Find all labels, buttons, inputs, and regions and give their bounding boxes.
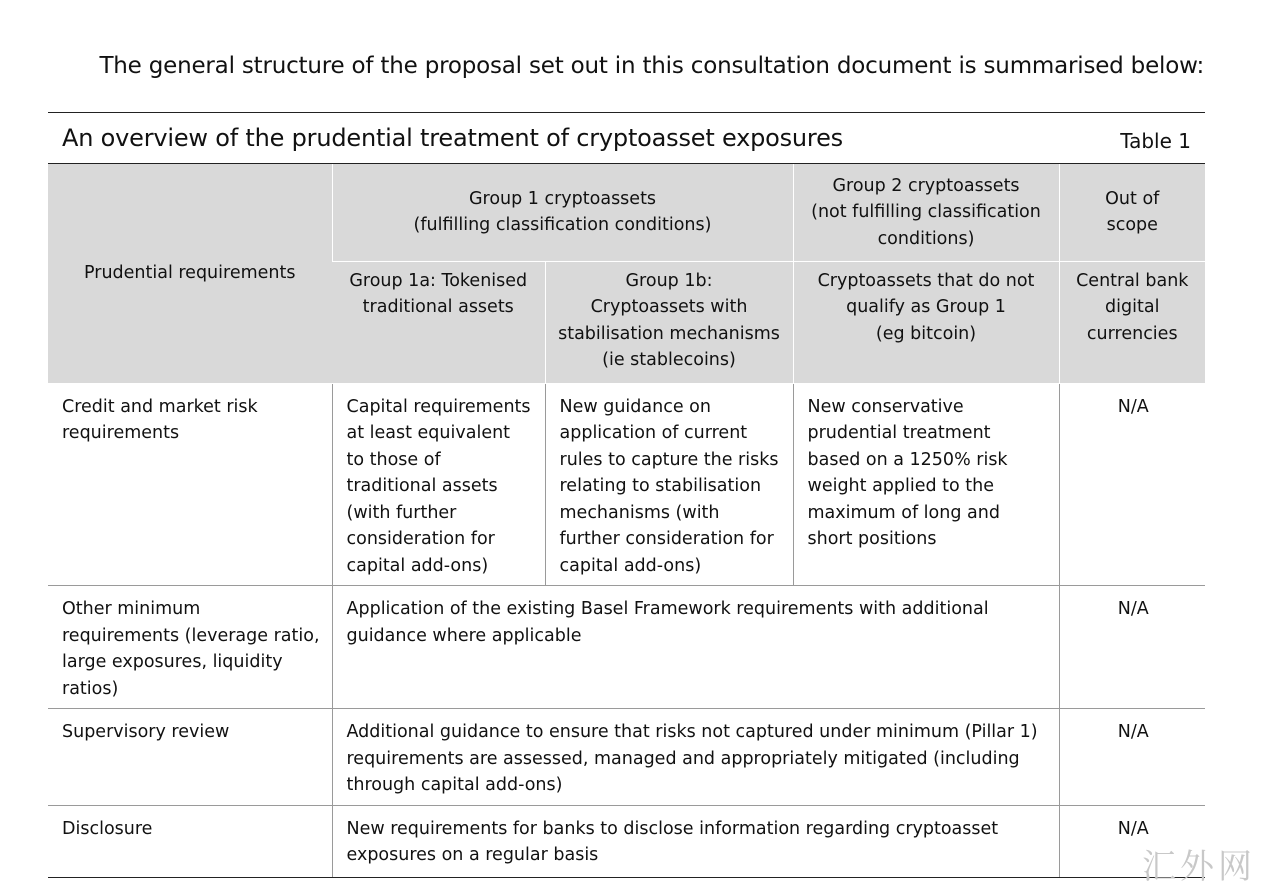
table-title-bar bbox=[48, 112, 1205, 164]
cell-disclosure-out-of-scope: N/A bbox=[1059, 805, 1205, 877]
header-out-of-scope-line2: scope bbox=[1106, 215, 1158, 236]
cell-credit-out-of-scope: N/A bbox=[1059, 383, 1205, 586]
cell-disclosure-text: New requirements for banks to disclose information regarding cryptoasset exposures on a regular basis bbox=[332, 805, 1059, 877]
header-out-of-scope-sub: Central bank digital currencies bbox=[1059, 261, 1205, 383]
header-group2-sub-line1: Cryptoassets that do not qualify as Group 1 bbox=[817, 270, 1035, 317]
intro-text: The general structure of the proposal set out in this consultation document is summarised below: bbox=[99, 53, 1204, 79]
cell-credit-group2: New conservative prudential treatment based on a 1250% risk weight applied to the maximum of long and short positions bbox=[793, 383, 1059, 586]
cell-other-minimum-text: Application of the existing Basel Framework requirements with additional guidance where applicable bbox=[332, 586, 1059, 709]
table-number: Table 1 bbox=[1120, 129, 1191, 153]
table-title: An overview of the prudential treatment of cryptoasset exposures bbox=[62, 124, 843, 152]
overview-table bbox=[48, 164, 1205, 878]
header-row-1 bbox=[48, 164, 1205, 261]
header-group1b bbox=[545, 261, 793, 383]
table-row-other-minimum bbox=[48, 586, 1205, 709]
header-group1a: Group 1a: Tokenised traditional assets bbox=[332, 261, 545, 383]
table-row-disclosure bbox=[48, 805, 1205, 877]
header-out-of-scope-line1: Out of bbox=[1105, 188, 1160, 209]
header-prudential-requirements: Prudential requirements bbox=[48, 164, 332, 383]
cell-other-minimum-out-of-scope: N/A bbox=[1059, 586, 1205, 709]
header-group1b-line2: Cryptoassets with stabilisation mechanisms bbox=[558, 297, 780, 344]
header-group2-line2: (not fulfilling classification conditions) bbox=[811, 202, 1041, 249]
cell-supervisory-text: Additional guidance to ensure that risks not captured under minimum (Pillar 1) requirements are assessed, managed and appropriately mitigated (including through capital add-ons) bbox=[332, 709, 1059, 806]
header-group1b-line1: Group 1b: bbox=[625, 270, 713, 291]
header-group1-line1: Group 1 cryptoassets bbox=[468, 188, 657, 209]
header-group2-sub bbox=[793, 261, 1059, 383]
table-row-credit-market bbox=[48, 383, 1205, 586]
header-group2-line1: Group 2 cryptoassets bbox=[832, 175, 1020, 196]
header-group2-sub-line2: (eg bitcoin) bbox=[875, 323, 977, 344]
cell-supervisory-out-of-scope: N/A bbox=[1059, 709, 1205, 806]
header-group1b-line3: (ie stablecoins) bbox=[602, 350, 736, 370]
table-row-supervisory bbox=[48, 709, 1205, 806]
row-label-credit: Credit and market risk requirements bbox=[48, 383, 332, 586]
row-label-disclosure: Disclosure bbox=[48, 805, 332, 877]
header-group2 bbox=[793, 164, 1059, 261]
cell-credit-group1a: Capital requirements at least equivalent to those of traditional assets (with further consideration for capital add-ons) bbox=[332, 383, 545, 586]
row-label-supervisory: Supervisory review bbox=[48, 709, 332, 806]
header-out-of-scope bbox=[1059, 164, 1205, 261]
watermark-logo: 汇外网 bbox=[1142, 847, 1256, 887]
cell-credit-group1b: New guidance on application of current rules to capture the risks relating to stabilisation mechanisms (with further consideration for capital add-ons) bbox=[545, 383, 793, 586]
header-group1 bbox=[332, 164, 793, 261]
header-group1-line2: (fulfilling classification conditions) bbox=[413, 215, 712, 236]
row-label-other-minimum: Other minimum requirements (leverage ratio, large exposures, liquidity ratios) bbox=[48, 586, 332, 709]
overview-table-container bbox=[48, 112, 1205, 878]
